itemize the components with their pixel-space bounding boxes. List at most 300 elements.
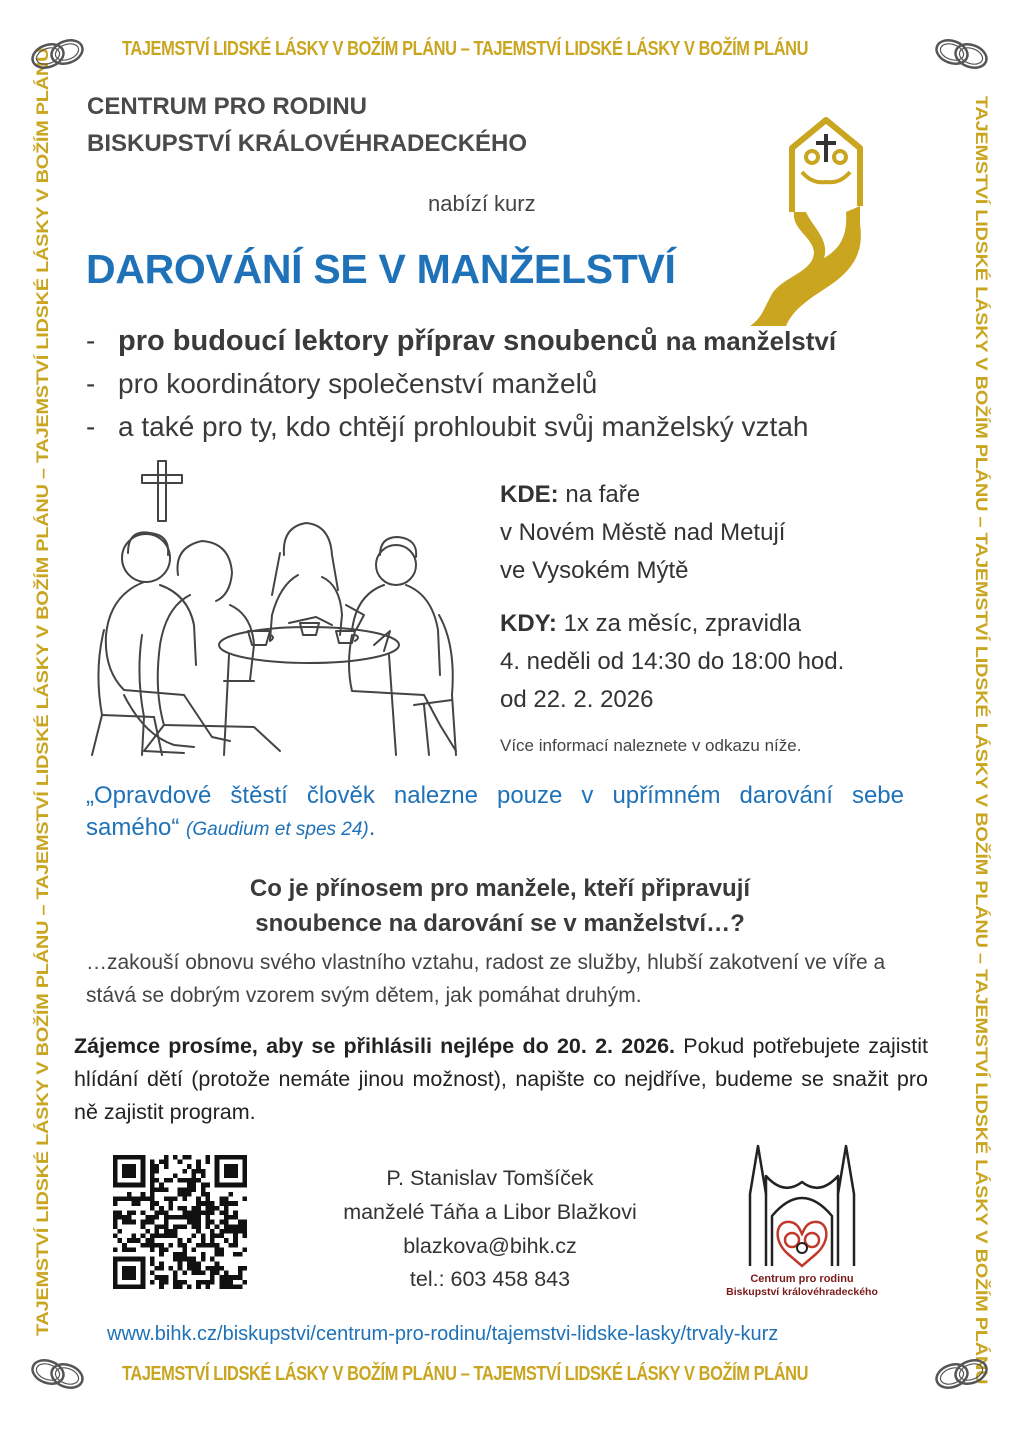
qr-module xyxy=(192,1178,197,1183)
qr-module xyxy=(127,1210,132,1215)
qr-module xyxy=(178,1160,183,1165)
qr-module xyxy=(131,1173,136,1178)
qr-module xyxy=(187,1215,192,1220)
qr-module xyxy=(233,1224,238,1229)
schedule-start-date: od 22. 2. 2026 xyxy=(500,686,654,713)
qr-module xyxy=(238,1284,243,1289)
qr-module xyxy=(192,1206,197,1211)
qr-module xyxy=(182,1169,187,1174)
qr-module xyxy=(122,1215,127,1220)
qr-module xyxy=(113,1266,118,1271)
audience-item-coordinators xyxy=(86,368,597,400)
qr-module xyxy=(196,1201,201,1206)
qr-module xyxy=(159,1280,164,1285)
qr-module xyxy=(201,1280,206,1285)
qr-module xyxy=(224,1215,229,1220)
qr-module xyxy=(210,1234,215,1239)
qr-module xyxy=(210,1238,215,1243)
qr-module xyxy=(164,1187,169,1192)
border-text-top: TAJEMSTVÍ LIDSKÉ LÁSKY V BOŽÍM PLÁNU – TAJEMSTVÍ LIDSKÉ LÁSKY V BOŽÍM PLÁNU xyxy=(122,38,809,60)
wedding-rings-icon xyxy=(26,32,90,76)
qr-module xyxy=(141,1178,146,1183)
qr-module xyxy=(159,1261,164,1266)
qr-module xyxy=(164,1220,169,1225)
qr-module xyxy=(182,1271,187,1276)
qr-module xyxy=(238,1183,243,1188)
qr-module xyxy=(122,1155,127,1160)
qr-module xyxy=(233,1183,238,1188)
qr-module xyxy=(233,1238,238,1243)
qr-module xyxy=(113,1261,118,1266)
qr-module xyxy=(136,1197,141,1202)
qr-module xyxy=(229,1201,234,1206)
qr-module xyxy=(113,1284,118,1289)
location-nove-mesto: v Novém Městě nad Metují xyxy=(500,519,786,546)
qr-module xyxy=(201,1257,206,1262)
qr-module xyxy=(187,1220,192,1225)
qr-module xyxy=(168,1243,173,1248)
qr-module xyxy=(164,1275,169,1280)
qr-module xyxy=(150,1261,155,1266)
qr-module xyxy=(159,1187,164,1192)
qr-module xyxy=(131,1183,136,1188)
qr-module xyxy=(173,1155,178,1160)
qr-module xyxy=(196,1210,201,1215)
qr-module xyxy=(122,1257,127,1262)
qr-module xyxy=(242,1234,247,1239)
registration-details: Pokud potřebujete zajistit hlídání dětí (protože nemáte jinou možnost), napište co nejdříve, budeme se snažit pro ně zajistit program. xyxy=(74,1034,929,1124)
qr-module xyxy=(219,1197,224,1202)
qr-module xyxy=(196,1224,201,1229)
qr-module xyxy=(127,1247,132,1252)
qr-module xyxy=(178,1206,183,1211)
qr-module xyxy=(233,1210,238,1215)
qr-module xyxy=(173,1224,178,1229)
qr-module xyxy=(113,1210,118,1215)
qr-module xyxy=(192,1187,197,1192)
qr-module xyxy=(113,1215,118,1220)
qr-module xyxy=(242,1160,247,1165)
qr-module xyxy=(201,1201,206,1206)
qr-module xyxy=(150,1220,155,1225)
qr-module xyxy=(210,1271,215,1276)
qr-module xyxy=(192,1224,197,1229)
qr-module xyxy=(136,1155,141,1160)
qr-module xyxy=(136,1183,141,1188)
quote-text: „Opravdové štěstí člověk nalezne pouze v upřímném darování sebe samého“ xyxy=(86,782,904,841)
qr-module xyxy=(150,1187,155,1192)
qr-module xyxy=(233,1284,238,1289)
qr-module xyxy=(238,1224,243,1229)
qr-module xyxy=(224,1183,229,1188)
qr-module xyxy=(141,1257,146,1262)
qr-module xyxy=(155,1201,160,1206)
qr-module xyxy=(196,1220,201,1225)
schedule-label: KDY: xyxy=(500,610,557,637)
qr-module xyxy=(215,1252,220,1257)
qr-module xyxy=(187,1261,192,1266)
qr-module xyxy=(159,1247,164,1252)
border-left-container xyxy=(30,47,60,1336)
qr-module xyxy=(159,1275,164,1280)
qr-module xyxy=(201,1169,206,1174)
qr-module xyxy=(229,1275,234,1280)
qr-module xyxy=(205,1192,210,1197)
qr-module xyxy=(242,1178,247,1183)
qr-module xyxy=(229,1224,234,1229)
qr-module xyxy=(205,1280,210,1285)
qr-module xyxy=(215,1164,220,1169)
qr-module xyxy=(187,1238,192,1243)
benefit-question xyxy=(200,871,800,941)
qr-module xyxy=(182,1178,187,1183)
qr-module xyxy=(131,1164,136,1169)
qr-module xyxy=(242,1173,247,1178)
location-info xyxy=(500,476,785,590)
qr-module xyxy=(182,1252,187,1257)
qr-module xyxy=(215,1183,220,1188)
qr-module xyxy=(164,1197,169,1202)
qr-module xyxy=(141,1160,146,1165)
wedding-rings-icon xyxy=(26,1352,90,1396)
qr-module xyxy=(122,1247,127,1252)
qr-module xyxy=(192,1271,197,1276)
qr-module xyxy=(131,1201,136,1206)
qr-module xyxy=(224,1169,229,1174)
border-text-left: TAJEMSTVÍ LIDSKÉ LÁSKY V BOŽÍM PLÁNU – TAJEMSTVÍ LIDSKÉ LÁSKY V BOŽÍM PLÁNU – TAJEMSTVÍ LIDSKÉ LÁSKY V BOŽÍM PLÁNU xyxy=(34,47,53,1336)
qr-module xyxy=(219,1234,224,1239)
registration-appeal xyxy=(74,1030,928,1129)
schedule-line xyxy=(500,605,844,643)
qr-module xyxy=(164,1234,169,1239)
qr-module xyxy=(118,1229,123,1234)
qr-module xyxy=(187,1183,192,1188)
qr-module xyxy=(242,1155,247,1160)
qr-module xyxy=(242,1197,247,1202)
qr-module xyxy=(242,1247,247,1252)
qr-module xyxy=(113,1257,118,1262)
qr-module xyxy=(229,1169,234,1174)
qr-module xyxy=(141,1192,146,1197)
qr-module xyxy=(196,1206,201,1211)
audience-item-coordinators-text: pro koordinátory společenství manželů xyxy=(118,368,598,399)
qr-module xyxy=(205,1284,210,1289)
qr-module xyxy=(196,1266,201,1271)
course-title: DAROVÁNÍ SE V MANŽELSTVÍ xyxy=(86,246,676,292)
qr-module xyxy=(205,1160,210,1165)
qr-module xyxy=(233,1201,238,1206)
qr-module xyxy=(118,1257,123,1262)
qr-module xyxy=(229,1192,234,1197)
qr-module xyxy=(196,1197,201,1202)
qr-module xyxy=(141,1284,146,1289)
qr-module xyxy=(201,1187,206,1192)
qr-module xyxy=(127,1257,132,1262)
qr-module xyxy=(187,1210,192,1215)
qr-module xyxy=(113,1280,118,1285)
border-text-bottom: TAJEMSTVÍ LIDSKÉ LÁSKY V BOŽÍM PLÁNU – TAJEMSTVÍ LIDSKÉ LÁSKY V BOŽÍM PLÁNU xyxy=(122,1363,809,1385)
benefit-question-line2: snoubence na darování se v manželství…? xyxy=(255,910,745,937)
qr-module xyxy=(173,1252,178,1257)
qr-module xyxy=(127,1220,132,1225)
qr-module xyxy=(210,1280,215,1285)
qr-module xyxy=(192,1183,197,1188)
qr-module xyxy=(192,1247,197,1252)
qr-module xyxy=(233,1252,238,1257)
qr-module xyxy=(159,1284,164,1289)
qr-module xyxy=(233,1234,238,1239)
qr-module xyxy=(205,1206,210,1211)
qr-module xyxy=(201,1183,206,1188)
qr-module xyxy=(122,1183,127,1188)
quote-end: . xyxy=(368,814,376,841)
qr-module xyxy=(113,1271,118,1276)
location-label: KDE: xyxy=(500,481,559,508)
qr-module xyxy=(205,1266,210,1271)
qr-module xyxy=(219,1280,224,1285)
qr-module xyxy=(238,1266,243,1271)
qr-module xyxy=(242,1280,247,1285)
qr-module xyxy=(187,1266,192,1271)
qr-module xyxy=(155,1234,160,1239)
qr-module xyxy=(196,1160,201,1165)
qr-module xyxy=(168,1234,173,1239)
qr-module xyxy=(201,1271,206,1276)
qr-module xyxy=(182,1247,187,1252)
qr-module xyxy=(224,1173,229,1178)
qr-module xyxy=(192,1257,197,1262)
qr-module xyxy=(215,1243,220,1248)
qr-module xyxy=(168,1197,173,1202)
qr-module xyxy=(238,1229,243,1234)
qr-module xyxy=(215,1224,220,1229)
qr-module xyxy=(187,1187,192,1192)
qr-module xyxy=(215,1206,220,1211)
qr-module xyxy=(127,1164,132,1169)
qr-module xyxy=(164,1164,169,1169)
qr-module xyxy=(136,1257,141,1262)
qr-module xyxy=(122,1271,127,1276)
qr-module xyxy=(242,1266,247,1271)
qr-module xyxy=(229,1215,234,1220)
qr-module xyxy=(229,1229,234,1234)
qr-module xyxy=(127,1197,132,1202)
qr-module xyxy=(215,1261,220,1266)
qr-module xyxy=(210,1229,215,1234)
qr-module xyxy=(141,1224,146,1229)
qr-module xyxy=(182,1210,187,1215)
qr-module xyxy=(196,1164,201,1169)
qr-module xyxy=(113,1247,118,1252)
qr-module xyxy=(201,1238,206,1243)
qr-module xyxy=(178,1266,183,1271)
qr-module xyxy=(122,1266,127,1271)
qr-module xyxy=(178,1238,183,1243)
qr-module xyxy=(122,1173,127,1178)
qr-module xyxy=(150,1183,155,1188)
qr-module xyxy=(229,1173,234,1178)
contact-priest: P. Stanislav Tomšíček xyxy=(386,1166,594,1190)
qr-module xyxy=(127,1192,132,1197)
qr-module xyxy=(178,1261,183,1266)
qr-module xyxy=(224,1220,229,1225)
qr-module xyxy=(173,1280,178,1285)
qr-module xyxy=(145,1229,150,1234)
qr-module xyxy=(155,1215,160,1220)
qr-module xyxy=(196,1169,201,1174)
qr-module xyxy=(178,1243,183,1248)
qr-module xyxy=(122,1275,127,1280)
qr-module xyxy=(141,1197,146,1202)
qr-module xyxy=(159,1206,164,1211)
qr-module xyxy=(178,1178,183,1183)
qr-module xyxy=(178,1284,183,1289)
qr-module xyxy=(187,1155,192,1160)
qr-module xyxy=(122,1284,127,1289)
qr-module xyxy=(224,1280,229,1285)
qr-module xyxy=(173,1173,178,1178)
qr-module xyxy=(238,1155,243,1160)
qr-module xyxy=(201,1243,206,1248)
qr-module xyxy=(215,1234,220,1239)
qr-module xyxy=(113,1224,118,1229)
qr-module xyxy=(229,1155,234,1160)
qr-module xyxy=(118,1238,123,1243)
qr-module xyxy=(131,1271,136,1276)
qr-module xyxy=(141,1266,146,1271)
qr-module xyxy=(173,1234,178,1239)
qr-module xyxy=(141,1261,146,1266)
qr-module xyxy=(150,1271,155,1276)
bullet-dash: - xyxy=(86,411,96,442)
couples-at-table-illustration xyxy=(84,455,484,760)
qr-module xyxy=(150,1178,155,1183)
qr-module xyxy=(224,1197,229,1202)
qr-module xyxy=(205,1197,210,1202)
qr-module xyxy=(150,1234,155,1239)
qr-module xyxy=(141,1183,146,1188)
qr-module xyxy=(229,1284,234,1289)
qr-module xyxy=(178,1224,183,1229)
registration-deadline: Zájemce prosíme, aby se přihlásili nejlépe do 20. 2. 2026. xyxy=(74,1034,676,1058)
quote-source: (Gaudium et spes 24) xyxy=(186,819,369,840)
qr-module xyxy=(168,1215,173,1220)
qr-module xyxy=(141,1169,146,1174)
qr-module xyxy=(113,1275,118,1280)
qr-module xyxy=(233,1169,238,1174)
qr-module xyxy=(173,1284,178,1289)
qr-module xyxy=(178,1280,183,1285)
qr-module xyxy=(233,1229,238,1234)
qr-module xyxy=(205,1243,210,1248)
qr-module xyxy=(238,1252,243,1257)
qr-module xyxy=(210,1206,215,1211)
qr-module xyxy=(141,1275,146,1280)
organization-diocese: BISKUPSTVÍ KRÁLOVÉHRADECKÉHO xyxy=(87,130,528,157)
qr-module xyxy=(182,1215,187,1220)
qr-module xyxy=(233,1173,238,1178)
qr-module xyxy=(192,1215,197,1220)
qr-code[interactable] xyxy=(113,1155,247,1289)
location-line xyxy=(500,476,785,514)
qr-module xyxy=(205,1215,210,1220)
qr-module xyxy=(136,1238,141,1243)
qr-module xyxy=(164,1215,169,1220)
qr-module xyxy=(187,1257,192,1262)
qr-module xyxy=(118,1215,123,1220)
church-family-logo xyxy=(742,112,892,330)
qr-module xyxy=(155,1178,160,1183)
qr-module xyxy=(159,1234,164,1239)
qr-module xyxy=(122,1243,127,1248)
qr-module xyxy=(192,1220,197,1225)
qr-module xyxy=(150,1201,155,1206)
border-text-right: TAJEMSTVÍ LIDSKÉ LÁSKY V BOŽÍM PLÁNU – TAJEMSTVÍ LIDSKÉ LÁSKY V BOŽÍM PLÁNU – TAJEMSTVÍ LIDSKÉ LÁSKY V BOŽÍM PLÁNU xyxy=(971,96,990,1385)
qr-module xyxy=(224,1275,229,1280)
qr-module xyxy=(145,1197,150,1202)
wedding-rings-icon xyxy=(930,32,994,76)
qr-module xyxy=(187,1284,192,1289)
qr-module xyxy=(201,1234,206,1239)
qr-module xyxy=(182,1192,187,1197)
qr-module xyxy=(118,1183,123,1188)
qr-module xyxy=(113,1183,118,1188)
qr-module xyxy=(224,1201,229,1206)
qr-module xyxy=(141,1271,146,1276)
qr-module xyxy=(219,1220,224,1225)
qr-module xyxy=(164,1280,169,1285)
qr-module xyxy=(219,1266,224,1271)
qr-module xyxy=(178,1215,183,1220)
qr-module xyxy=(131,1210,136,1215)
qr-module xyxy=(205,1183,210,1188)
qr-module xyxy=(224,1164,229,1169)
course-url-link[interactable]: www.bihk.cz/biskupstvi/centrum-pro-rodinu/tajemstvi-lidske-lasky/trvaly-kurz xyxy=(107,1323,779,1345)
qr-module xyxy=(159,1224,164,1229)
qr-module xyxy=(210,1220,215,1225)
qr-module xyxy=(127,1169,132,1174)
audience-item-couples xyxy=(86,411,808,443)
contact-email[interactable]: blazkova@bihk.cz xyxy=(403,1234,577,1258)
qr-module xyxy=(122,1197,127,1202)
qr-module xyxy=(127,1238,132,1243)
qr-module xyxy=(155,1210,160,1215)
qr-module xyxy=(155,1169,160,1174)
qr-module xyxy=(219,1201,224,1206)
qr-module xyxy=(229,1243,234,1248)
qr-module xyxy=(224,1155,229,1160)
qr-module xyxy=(229,1280,234,1285)
qr-module xyxy=(205,1220,210,1225)
organization-name: CENTRUM PRO RODINU xyxy=(87,93,367,120)
qr-module xyxy=(127,1271,132,1276)
qr-module xyxy=(238,1220,243,1225)
qr-module xyxy=(155,1187,160,1192)
qr-module xyxy=(192,1210,197,1215)
qr-module xyxy=(219,1247,224,1252)
qr-module xyxy=(113,1178,118,1183)
qr-module xyxy=(182,1206,187,1211)
qr-module xyxy=(155,1164,160,1169)
qr-module xyxy=(182,1280,187,1285)
qr-module xyxy=(159,1266,164,1271)
qr-module xyxy=(113,1220,118,1225)
qr-module xyxy=(122,1169,127,1174)
qr-module xyxy=(136,1201,141,1206)
qr-module xyxy=(201,1173,206,1178)
qr-module xyxy=(113,1160,118,1165)
location-vysoke-myto: ve Vysokém Mýtě xyxy=(500,557,689,584)
